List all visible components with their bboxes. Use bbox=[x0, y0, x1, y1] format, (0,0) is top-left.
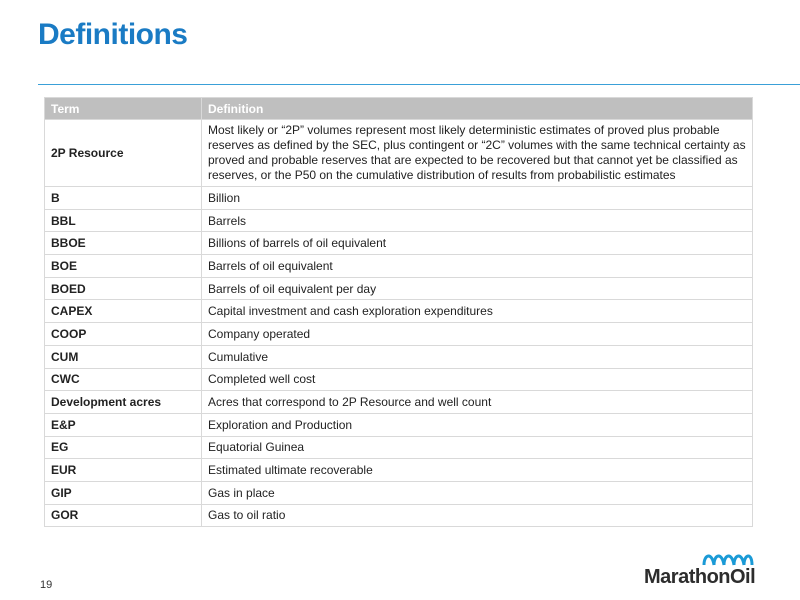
term-cell: CWC bbox=[45, 368, 202, 391]
definition-cell: Completed well cost bbox=[202, 368, 753, 391]
title-divider bbox=[38, 84, 800, 85]
column-header-term: Term bbox=[45, 98, 202, 120]
term-cell: 2P Resource bbox=[45, 120, 202, 187]
page-number: 19 bbox=[40, 579, 53, 591]
term-cell: GIP bbox=[45, 481, 202, 504]
definition-cell: Barrels of oil equivalent per day bbox=[202, 277, 753, 300]
page-title: Definitions bbox=[38, 18, 188, 51]
definition-cell: Estimated ultimate recoverable bbox=[202, 459, 753, 482]
table-row bbox=[45, 413, 753, 436]
table-row bbox=[45, 209, 753, 232]
definition-cell: Billions of barrels of oil equivalent bbox=[202, 232, 753, 255]
column-header-definition: Definition bbox=[202, 98, 753, 120]
term-cell: GOR bbox=[45, 504, 202, 527]
definition-cell: Cumulative bbox=[202, 345, 753, 368]
definition-cell: Barrels of oil equivalent bbox=[202, 255, 753, 278]
table-row bbox=[45, 255, 753, 278]
definition-cell: Billion bbox=[202, 187, 753, 210]
table-row bbox=[45, 232, 753, 255]
table-header-row bbox=[45, 98, 753, 120]
logo-wordmark: MarathonOil bbox=[644, 566, 756, 588]
definitions-table bbox=[44, 97, 753, 527]
term-cell: Development acres bbox=[45, 391, 202, 414]
table-row bbox=[45, 323, 753, 346]
company-logo bbox=[644, 550, 784, 590]
definition-cell: Gas in place bbox=[202, 481, 753, 504]
marathon-wave-icon bbox=[702, 550, 754, 566]
term-cell: B bbox=[45, 187, 202, 210]
term-cell: CUM bbox=[45, 345, 202, 368]
term-cell: CAPEX bbox=[45, 300, 202, 323]
table-row bbox=[45, 459, 753, 482]
term-cell: E&P bbox=[45, 413, 202, 436]
term-cell: BOED bbox=[45, 277, 202, 300]
table-row bbox=[45, 300, 753, 323]
table-row bbox=[45, 345, 753, 368]
table-row bbox=[45, 187, 753, 210]
definition-cell: Barrels bbox=[202, 209, 753, 232]
table-row bbox=[45, 504, 753, 527]
table-row bbox=[45, 436, 753, 459]
definition-cell: Most likely or “2P” volumes represent most likely deterministic estimates of proved plus probable reserves as defined by the SEC, plus contingent or “2C” volumes with the same technical certainty as proved and probable reserves that are expected to be recovered but that cannot yet be classified as reserves, or the P50 on the cumulative distribution of results from probabilistic estimates bbox=[202, 120, 753, 187]
term-cell: BBL bbox=[45, 209, 202, 232]
definition-cell: Exploration and Production bbox=[202, 413, 753, 436]
definition-cell: Equatorial Guinea bbox=[202, 436, 753, 459]
table-row bbox=[45, 391, 753, 414]
definition-cell: Acres that correspond to 2P Resource and well count bbox=[202, 391, 753, 414]
definition-cell: Company operated bbox=[202, 323, 753, 346]
term-cell: COOP bbox=[45, 323, 202, 346]
term-cell: EG bbox=[45, 436, 202, 459]
table-row bbox=[45, 368, 753, 391]
term-cell: EUR bbox=[45, 459, 202, 482]
term-cell: BOE bbox=[45, 255, 202, 278]
table-row bbox=[45, 277, 753, 300]
definition-cell: Gas to oil ratio bbox=[202, 504, 753, 527]
table-row bbox=[45, 481, 753, 504]
term-cell: BBOE bbox=[45, 232, 202, 255]
definition-cell: Capital investment and cash exploration expenditures bbox=[202, 300, 753, 323]
table-row bbox=[45, 120, 753, 187]
